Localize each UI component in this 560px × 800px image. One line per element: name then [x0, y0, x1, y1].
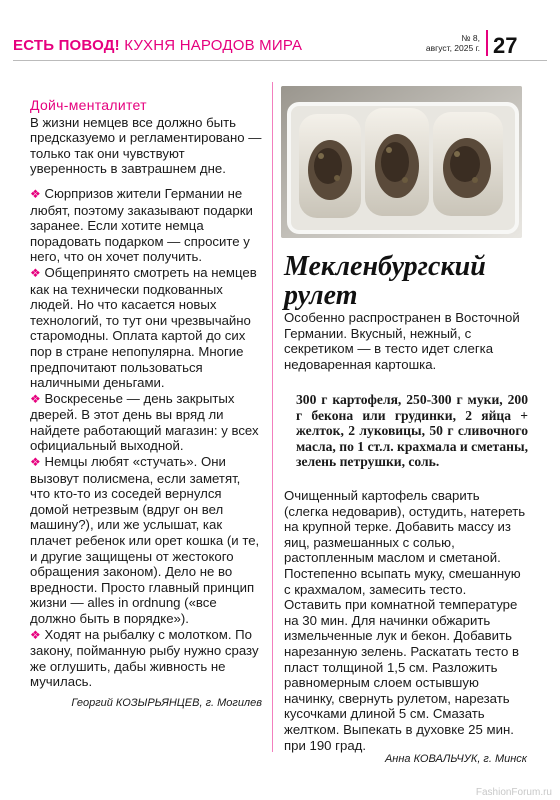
column-divider — [272, 82, 273, 752]
fact-text: Общепринято смотреть на немцев как на технически подкованных людей. Но что касается новых технологий, то тут они чрезвычайно старомодны. Оплата картой до сих пор в стране непопулярна. Многие предпочитают пользоваться наличными деньгами. — [30, 264, 257, 391]
fact-paragraph — [30, 186, 262, 265]
fact-text: Сюрпризов жители Германии не любят, поэтому заказывают подарки заранее. Если хотите немца порадовать подарком — спросите у него, что он хочет получить. — [30, 185, 253, 265]
fact-text: Воскресенье — день закрытых дверей. В этот день вы вряд ли найдете работающий магазин: у всех официальный выходной. — [30, 390, 259, 454]
meat-roll-photo — [281, 86, 522, 238]
fact-paragraph — [30, 265, 262, 391]
diamond-bullet-icon: ❖ — [30, 627, 41, 642]
issue-number: № 8, — [461, 33, 480, 43]
issue-info — [424, 33, 480, 53]
left-column — [30, 98, 262, 712]
diamond-bullet-icon: ❖ — [30, 186, 41, 201]
meat-roll-illustration — [281, 86, 522, 238]
fact-text: Немцы любят «стучать». Они вызовут полисмена, если заметят, что кто-то из соседей вернулся домой нетрезвым (вдруг он вел машину?), или же услышат, как плачет ребенок или орет кошка (и те, и другие защищены от жестокого обращения законом). Дело не во вредности. Просто главный принцип жизни — alles in ordnung («все должно быть в порядке»). — [30, 454, 260, 626]
page-header — [0, 0, 560, 62]
fact-paragraph — [30, 391, 262, 454]
fact-paragraph — [30, 627, 262, 690]
right-author: Анна КОВАЛЬЧУК, г. Минск — [384, 753, 527, 765]
left-intro: В жизни немцев все должно быть предсказуемо и регламентировано — только так они чувствуют уверенность в завтрашнем дне. — [30, 114, 262, 177]
recipe-method: Очищенный картофель сварить (слегка недоварив), остудить, натереть на крупной терке. Добавить массу из яиц, размешанных с солью, растопленным маслом и сметаной. Постепенно всыпать муку, смешанную с крахмалом, замесить тесто. Оставить при комнатной температуре на 30 мин. Для начинки обжарить измельченные лук и бекон. Добавить нарезанную зелень. Раскатать тесто в пласт толщиной 1,5 см. Разложить равномерным слоем остывшую начинку, свернуть рулетом, нарезать кусочками длиной 5 см. Смазать желтком. Выпекать в духовке 25 мин. при 190 град. — [284, 488, 526, 753]
diamond-bullet-icon: ❖ — [30, 265, 41, 280]
diamond-bullet-icon: ❖ — [30, 391, 41, 406]
diamond-bullet-icon: ❖ — [30, 455, 41, 470]
fact-paragraph — [30, 454, 262, 627]
watermark: FashionForum.ru — [475, 787, 552, 798]
header-rule — [13, 60, 547, 61]
page-number: 27 — [493, 33, 518, 58]
recipe-intro: Особенно распространен в Восточной Германии. Вкусный, нежный, с секретиком — в тесто идет слегка недоваренная картошка. — [284, 310, 520, 372]
issue-date: август, 2025 г. — [425, 43, 480, 53]
recipe-ingredients: 300 г картофеля, 250-300 г муки, 200 г бекона или грудинки, 2 яйца + желток, 2 луковицы, 50 г сливочного масла, по 1 ст.л. крахмала и сметаны, зелень петрушки, соль. — [296, 392, 528, 470]
section-title-sub: КУХНЯ НАРОДОВ МИРА — [124, 37, 303, 54]
section-title-main: ЕСТЬ ПОВОД! — [13, 37, 120, 54]
recipe-title: Мекленбургский рулет — [284, 251, 486, 311]
rubric-heading: Дойч-менталитет — [30, 97, 147, 113]
section-title — [13, 37, 302, 54]
fact-text: Ходят на рыбалку с молотком. По закону, пойманную рыбу нужно сразу же оглушить, дабы живность не мучилась. — [30, 626, 259, 690]
left-author: Георгий КОЗЫРЬЯНЦЕВ, г. Могилев — [71, 696, 262, 709]
header-separator — [486, 30, 488, 56]
